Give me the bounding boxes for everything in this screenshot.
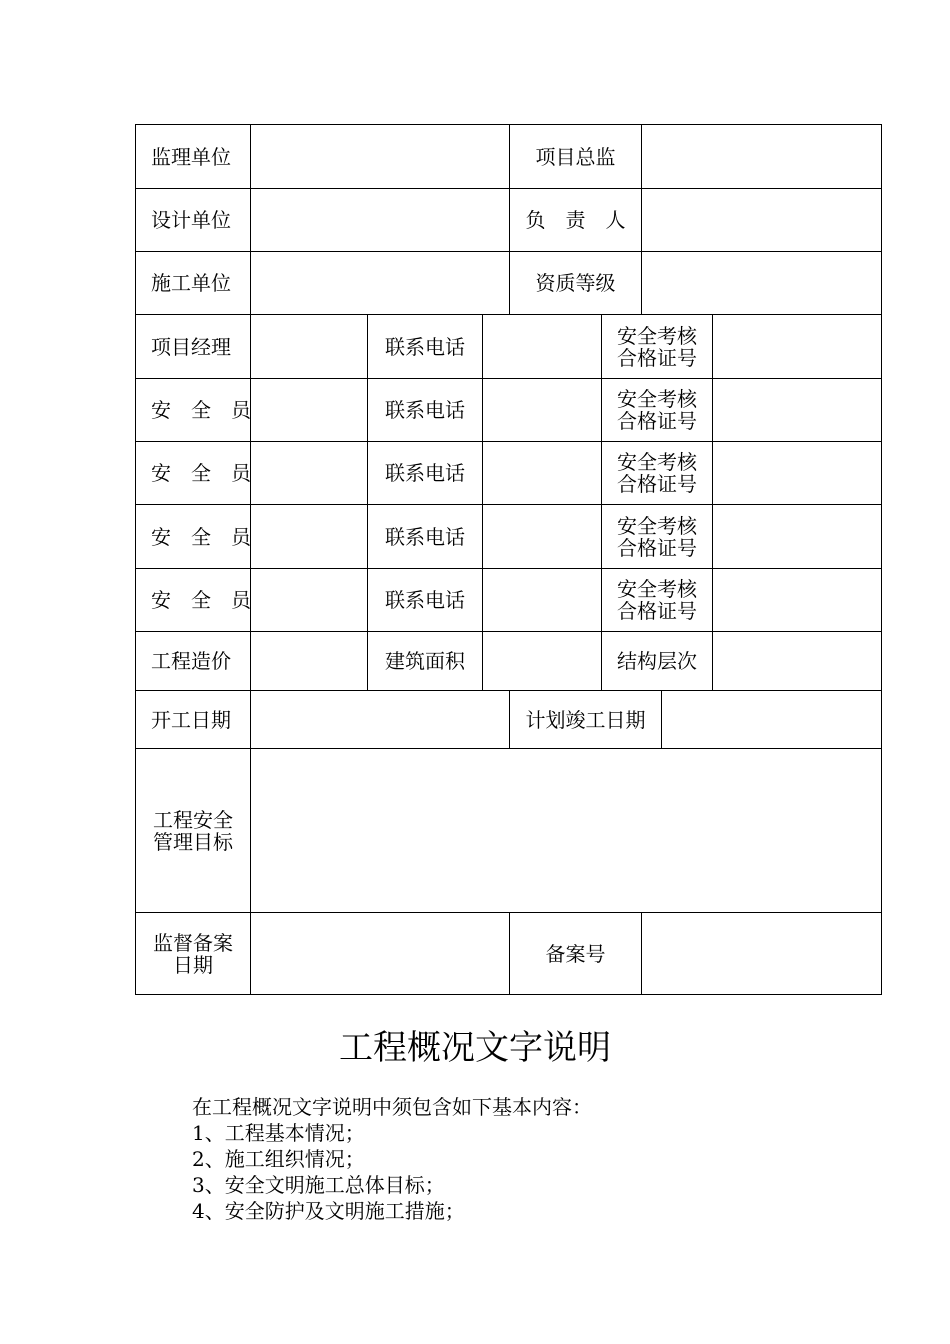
manager-phone-label: 联系电话 xyxy=(385,334,465,359)
project-cost-label: 工程造价 xyxy=(151,649,231,673)
start-date-label: 开工日期 xyxy=(151,707,231,732)
safety-officer-label: 安 全 员 xyxy=(151,588,251,612)
safety-goal-label-line2: 管理目标 xyxy=(153,829,233,854)
cert-label-line1: 安全考核 xyxy=(617,513,697,538)
project-cost-field[interactable] xyxy=(251,632,367,690)
safety-officer-label: 安 全 员 xyxy=(151,398,251,422)
cert-label-line2: 合格证号 xyxy=(617,535,697,560)
safety-officer-phone-label: 联系电话 xyxy=(385,524,465,549)
description-item: 2、施工组织情况； xyxy=(192,1147,365,1171)
filing-date-label-line2: 日期 xyxy=(173,952,213,977)
safety-officer-label: 安 全 员 xyxy=(151,461,251,485)
project-director-field[interactable] xyxy=(642,125,881,188)
description-item: 4、安全防护及文明施工措施； xyxy=(192,1199,465,1223)
qualification-grade-field[interactable] xyxy=(642,252,881,314)
filing-number-label: 备案号 xyxy=(545,941,606,966)
cert-label-line2: 合格证号 xyxy=(617,472,697,496)
building-area-field[interactable] xyxy=(483,632,601,690)
description-item: 1、工程基本情况； xyxy=(192,1121,365,1145)
construction-unit-field[interactable] xyxy=(251,252,509,314)
safety-officer-phone-field[interactable] xyxy=(483,442,601,504)
description-item: 3、安全文明施工总体目标； xyxy=(192,1173,445,1197)
planned-completion-date-label: 计划竣工日期 xyxy=(525,707,646,732)
safety-officer-field[interactable] xyxy=(251,442,367,504)
cert-label-line2: 合格证号 xyxy=(617,409,697,433)
safety-officer-cert-field[interactable] xyxy=(713,442,881,504)
safety-officer-cert-label xyxy=(602,569,712,631)
filing-number-field[interactable] xyxy=(642,913,881,994)
supervision-unit-field[interactable] xyxy=(251,125,509,188)
description-intro: 在工程概况文字说明中须包含如下基本内容： xyxy=(192,1095,592,1119)
safety-officer-cert-label xyxy=(602,379,712,441)
safety-officer-phone-label: 联系电话 xyxy=(385,461,465,485)
filing-date-label xyxy=(136,913,250,994)
project-director-label: 项目总监 xyxy=(535,144,616,169)
safety-officer-field[interactable] xyxy=(251,505,367,568)
cert-label-line2: 合格证号 xyxy=(617,345,697,370)
safety-officer-phone-label: 联系电话 xyxy=(385,398,465,422)
safety-officer-phone-field[interactable] xyxy=(483,379,601,441)
safety-officer-phone-label: 联系电话 xyxy=(385,588,465,612)
safety-officer-label: 安 全 员 xyxy=(151,524,251,549)
structure-levels-label: 结构层次 xyxy=(617,649,697,673)
safety-officer-cert-label xyxy=(602,442,712,504)
section-title: 工程概况文字说明 xyxy=(339,1028,611,1068)
project-manager-label: 项目经理 xyxy=(151,334,231,359)
safety-goal-field[interactable] xyxy=(251,749,881,912)
cert-label-line1: 安全考核 xyxy=(617,387,697,411)
manager-cert-label xyxy=(602,315,712,378)
safety-officer-cert-label xyxy=(602,505,712,568)
qualification-grade-label: 资质等级 xyxy=(535,271,616,295)
cert-label-line1: 安全考核 xyxy=(617,450,697,474)
filing-date-label-line1: 监督备案 xyxy=(153,930,233,955)
safety-officer-cert-field[interactable] xyxy=(713,379,881,441)
construction-unit-label: 施工单位 xyxy=(151,271,231,295)
structure-levels-field[interactable] xyxy=(713,632,881,690)
building-area-label: 建筑面积 xyxy=(385,649,465,673)
responsible-person-label: 负 责 人 xyxy=(525,208,626,232)
description-block xyxy=(192,1094,592,1224)
project-manager-field[interactable] xyxy=(251,315,367,378)
start-date-field[interactable] xyxy=(251,691,509,748)
safety-officer-phone-field[interactable] xyxy=(483,569,601,631)
safety-goal-label xyxy=(136,749,250,912)
safety-officer-phone-field[interactable] xyxy=(483,505,601,568)
cert-label-line1: 安全考核 xyxy=(617,577,697,601)
manager-phone-field[interactable] xyxy=(483,315,601,378)
safety-officer-field[interactable] xyxy=(251,569,367,631)
responsible-person-field[interactable] xyxy=(642,189,881,251)
manager-cert-field[interactable] xyxy=(713,315,881,378)
safety-goal-label-line1: 工程安全 xyxy=(153,807,233,832)
cert-label-line2: 合格证号 xyxy=(617,599,697,623)
safety-officer-cert-field[interactable] xyxy=(713,569,881,631)
filing-date-field[interactable] xyxy=(251,913,509,994)
supervision-unit-label: 监理单位 xyxy=(151,144,231,169)
safety-officer-cert-field[interactable] xyxy=(713,505,881,568)
safety-officer-field[interactable] xyxy=(251,379,367,441)
design-unit-label: 设计单位 xyxy=(151,208,231,232)
design-unit-field[interactable] xyxy=(251,189,509,251)
cert-label-line1: 安全考核 xyxy=(617,323,697,348)
planned-completion-date-field[interactable] xyxy=(662,691,881,748)
